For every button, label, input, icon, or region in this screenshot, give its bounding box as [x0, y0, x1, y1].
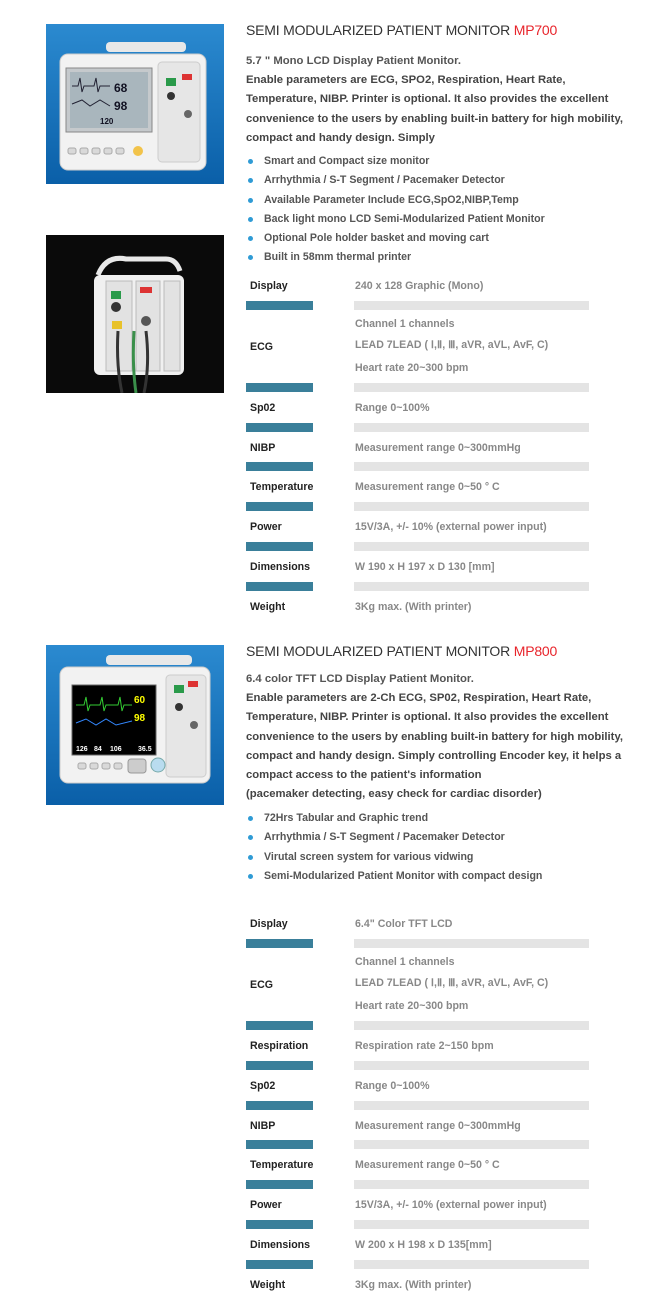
mp800-model: MP800 — [513, 643, 558, 659]
spec-value-nibp: Measurement range 0~300mmHg — [355, 1120, 521, 1132]
spec-divider — [354, 1260, 589, 1269]
mp700-title: SEMI MODULARIZED PATIENT MONITOR MP700 — [246, 22, 558, 38]
spec-divider — [354, 301, 589, 310]
spec-value-nibp: Measurement range 0~300mmHg — [355, 442, 521, 454]
mp800-desc-lead: 6.4 color TFT LCD Display Patient Monitor. — [246, 673, 474, 685]
spec-divider — [354, 383, 589, 392]
spec-label-power: Power — [250, 521, 282, 533]
spec-value-ecg: Heart rate 20~300 bpm — [355, 362, 469, 374]
mp800-feature-list — [246, 809, 542, 886]
spec-divider — [246, 1101, 313, 1110]
mp800-desc-line: (pacemaker detecting, easy check for cardiac disorder) — [246, 788, 542, 801]
mp700-feature-item: Optional Pole holder basket and moving cart — [246, 229, 545, 248]
spec-divider — [246, 1140, 313, 1149]
mp700-front-photo — [46, 24, 224, 184]
mp700-model: MP700 — [513, 22, 558, 38]
mp700-feature-item: Back light mono LCD Semi-Modularized Patient Monitor — [246, 210, 545, 229]
spec-label-power: Power — [250, 1199, 282, 1211]
mp700-desc-line: Temperature, NIBP. Printer is optional. It also provides the excellent — [246, 93, 609, 106]
spec-label-temperature: Temperature — [250, 1159, 314, 1171]
spec-divider — [246, 582, 313, 591]
spec-divider — [246, 301, 313, 310]
mp800-screen-map: 106 — [110, 746, 122, 753]
spec-value-power: 15V/3A, +/- 10% (external power input) — [355, 521, 547, 533]
spec-divider — [246, 462, 313, 471]
spec-value-spo2: Range 0~100% — [355, 402, 430, 414]
mp700-feature-item: Available Parameter Include ECG,SpO2,NIBP,Temp — [246, 191, 545, 210]
spec-label-weight: Weight — [250, 1279, 286, 1291]
mp700-screen-hr: 68 — [114, 81, 128, 95]
mp700-side-photo — [46, 235, 224, 393]
spec-value-ecg: Channel 1 channels — [355, 956, 455, 968]
mp800-feature-item: 72Hrs Tabular and Graphic trend — [246, 809, 542, 828]
spec-label-spo2: Sp02 — [250, 402, 276, 414]
spec-value-spo2: Range 0~100% — [355, 1080, 430, 1092]
mp700-desc-line: compact and handy design. Simply — [246, 131, 435, 144]
spec-label-nibp: NIBP — [250, 442, 276, 454]
spec-value-temperature: Measurement range 0~50 ° C — [355, 1159, 500, 1171]
spec-divider — [246, 502, 313, 511]
mp800-feature-item: Arrhythmia / S-T Segment / Pacemaker Detector — [246, 828, 542, 847]
spec-value-display: 6.4" Color TFT LCD — [355, 918, 453, 930]
mp800-screen-dia: 84 — [94, 746, 102, 753]
mp700-feature-item: Built in 58mm thermal printer — [246, 248, 545, 267]
mp700-screen-spo2: 98 — [114, 99, 128, 113]
mp700-feature-list — [246, 152, 545, 268]
spec-value-ecg: Heart rate 20~300 bpm — [355, 1000, 469, 1012]
mp700-description — [246, 52, 646, 148]
spec-divider — [354, 423, 589, 432]
spec-divider — [246, 1220, 313, 1229]
mp700-feature-item: Arrhythmia / S-T Segment / Pacemaker Detector — [246, 171, 545, 190]
spec-value-dimensions: W 190 x H 197 x D 130 [mm] — [355, 561, 495, 573]
spec-divider — [246, 1260, 313, 1269]
spec-divider — [246, 1180, 313, 1189]
spec-divider — [354, 462, 589, 471]
mp800-desc-line: Temperature, NIBP. Printer is optional. It also provides the excellent — [246, 711, 609, 724]
spec-divider — [354, 502, 589, 511]
mp800-title: SEMI MODULARIZED PATIENT MONITOR MP800 — [246, 643, 558, 659]
spec-label-weight: Weight — [250, 601, 286, 613]
mp800-desc-line: Enable parameters are 2-Ch ECG, SP02, Respiration, Heart Rate, — [246, 692, 592, 705]
spec-value-respiration: Respiration rate 2~150 bpm — [355, 1040, 494, 1052]
mp800-desc-line: compact access to the patient's information — [246, 769, 482, 782]
spec-divider — [246, 1061, 313, 1070]
spec-value-ecg: LEAD 7LEAD ( Ⅰ,Ⅱ, Ⅲ, aVR, aVL, AvF, C) — [355, 339, 549, 351]
spec-divider — [354, 939, 589, 948]
spec-label-display: Display — [250, 918, 288, 930]
spec-label-temperature: Temperature — [250, 481, 314, 493]
spec-value-weight: 3Kg max. (With printer) — [355, 1279, 472, 1291]
spec-divider — [246, 939, 313, 948]
spec-divider — [354, 542, 589, 551]
spec-label-ecg: ECG — [250, 341, 273, 353]
spec-value-dimensions: W 200 x H 198 x D 135[mm] — [355, 1239, 492, 1251]
mp800-screen-hr: 60 — [134, 695, 146, 706]
mp800-screen-spo2: 98 — [134, 713, 146, 724]
spec-divider — [354, 1180, 589, 1189]
spec-label-respiration: Respiration — [250, 1040, 309, 1052]
mp800-description — [246, 670, 646, 804]
spec-label-spo2: Sp02 — [250, 1080, 276, 1092]
mp800-feature-item: Semi-Modularized Patient Monitor with compact design — [246, 867, 542, 886]
spec-value-display: 240 x 128 Graphic (Mono) — [355, 280, 484, 292]
mp800-desc-line: compact and handy design. Simply controlling Encoder key, it helps a — [246, 749, 622, 762]
mp700-feature-item: Smart and Compact size monitor — [246, 152, 545, 171]
spec-label-dimensions: Dimensions — [250, 1239, 311, 1251]
mp800-desc-line: convenience to the users by enabling built-in battery for high mobility, — [246, 730, 624, 743]
spec-divider — [354, 1101, 589, 1110]
spec-label-ecg: ECG — [250, 979, 273, 991]
mp800-front-photo — [46, 645, 224, 805]
spec-divider — [354, 1220, 589, 1229]
mp700-desc-line: Enable parameters are ECG, SPO2, Respiration, Heart Rate, — [246, 74, 566, 87]
mp700-desc-lead: 5.7 " Mono LCD Display Patient Monitor. — [246, 55, 461, 67]
mp700-desc-line: convenience to the users by enabling built-in battery for high mobility, — [246, 112, 624, 125]
spec-divider — [354, 1140, 589, 1149]
spec-value-weight: 3Kg max. (With printer) — [355, 601, 472, 613]
spec-divider — [246, 383, 313, 392]
spec-value-ecg: Channel 1 channels — [355, 318, 455, 330]
spec-label-display: Display — [250, 280, 288, 292]
spec-value-temperature: Measurement range 0~50 ° C — [355, 481, 500, 493]
mp800-screen-sys: 126 — [76, 746, 88, 753]
spec-divider — [354, 1061, 589, 1070]
spec-label-nibp: NIBP — [250, 1120, 276, 1132]
spec-value-power: 15V/3A, +/- 10% (external power input) — [355, 1199, 547, 1211]
spec-divider — [354, 1021, 589, 1030]
spec-divider — [354, 582, 589, 591]
mp800-screen-temp: 36.5 — [138, 746, 152, 753]
mp800-feature-item: Virutal screen system for various vidwing — [246, 848, 542, 867]
spec-divider — [246, 423, 313, 432]
spec-value-ecg: LEAD 7LEAD ( Ⅰ,Ⅱ, Ⅲ, aVR, aVL, AvF, C) — [355, 977, 549, 989]
spec-divider — [246, 542, 313, 551]
spec-divider — [246, 1021, 313, 1030]
mp700-screen-nibp: 120 — [100, 117, 114, 126]
spec-label-dimensions: Dimensions — [250, 561, 311, 573]
